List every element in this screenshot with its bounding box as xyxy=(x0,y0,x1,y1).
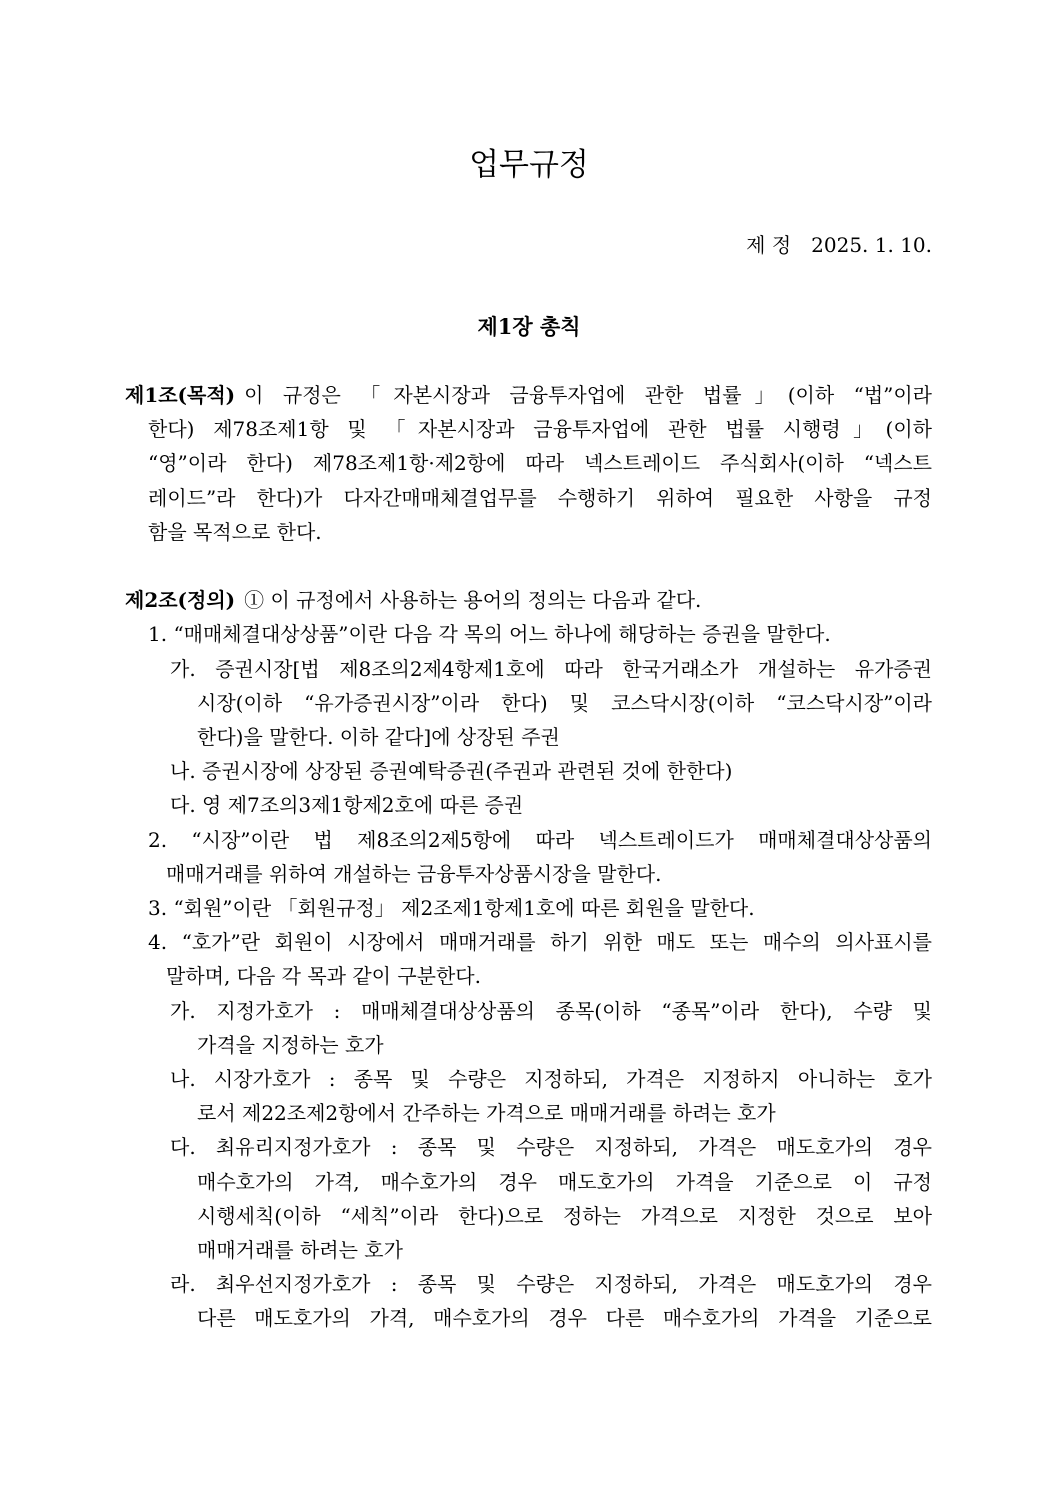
article-2-label: 제2조(정의) xyxy=(125,588,236,613)
definition-item-line: 매매거래를 위하여 개설하는 금융투자상품시장을 말한다. xyxy=(166,861,662,886)
definition-subitem-line: 시행세칙(이하 “세칙”이라 한다)으로 정하는 가격으로 지정한 것으로 보아 xyxy=(197,1203,932,1228)
article-1 xyxy=(125,378,932,549)
document-body xyxy=(125,378,932,1336)
definition-subitem-line: 나. 증권시장에 상장된 증권예탁증권(주권과 관련된 것에 한한다) xyxy=(170,759,733,784)
definition-item-line: 4. “호가”란 회원이 시장에서 매매거래를 하기 위한 매도 또는 매수의 의사표시를 xyxy=(148,930,932,955)
article-2 xyxy=(125,583,932,1335)
article-line: “영”이라 한다) 제78조제1항·제2항에 따라 넥스트레이드 주식회사(이하 “넥스트 xyxy=(148,451,932,476)
definition-item-line: 1. “매매체결대상상품”이란 다음 각 목의 어느 하나에 해당하는 증권을 말한다. xyxy=(148,622,831,647)
article-line: 한다) 제78조제1항 및 「자본시장과 금융투자업에 관한 법률 시행령」(이하 xyxy=(148,417,932,442)
enactment-date: 2025. 1. 10. xyxy=(811,233,932,257)
definition-subitem-line: 시장(이하 “유가증권시장”이라 한다) 및 코스닥시장(이하 “코스닥시장”이라 xyxy=(197,690,932,715)
article-line xyxy=(125,378,932,412)
definition-subitem-line: 다. 최유리지정가호가 : 종목 및 수량은 지정하되, 가격은 매도호가의 경우 xyxy=(170,1135,932,1160)
article-line xyxy=(125,583,932,617)
article-line-text: 이 규정은 「자본시장과 금융투자업에 관한 법률」(이하 “법”이라 xyxy=(244,383,932,407)
definition-subitem-line: 라. 최우선지정가호가 : 종목 및 수량은 지정하되, 가격은 매도호가의 경우 xyxy=(170,1272,932,1297)
definition-subitem-line: 가격을 지정하는 호가 xyxy=(197,1032,384,1057)
article-line: 레이드”라 한다)가 다자간매매체결업무를 수행하기 위하여 필요한 사항을 규정 xyxy=(148,485,932,510)
enactment-label: 제 정 xyxy=(746,233,792,257)
article-line: 함을 목적으로 한다. xyxy=(148,519,322,544)
definition-item-line: 2. “시장”이란 법 제8조의2제5항에 따라 넥스트레이드가 매매체결대상상품의 xyxy=(148,827,932,852)
definition-subitem-line: 다. 영 제7조의3제1항제2호에 따른 증권 xyxy=(170,793,524,818)
enactment-line xyxy=(746,228,932,262)
definition-subitem-line: 로서 제22조제2항에서 간주하는 가격으로 매매거래를 하려는 호가 xyxy=(197,1101,776,1126)
document-title: 업무규정 xyxy=(469,147,589,183)
chapter-heading: 제1장 총칙 xyxy=(477,314,581,339)
definition-subitem-line: 한다)을 말한다. 이하 같다]에 상장된 주권 xyxy=(197,725,560,750)
definition-subitem-line: 가. 증권시장[법 제8조의2제4항제1호에 따라 한국거래소가 개설하는 유가증권 xyxy=(170,656,932,681)
definition-subitem-line: 가. 지정가호가 : 매매체결대상상품의 종목(이하 “종목”이라 한다), 수량 및 xyxy=(170,998,932,1023)
definition-subitem-line: 나. 시장가호가 : 종목 및 수량은 지정하되, 가격은 지정하지 아니하는 호가 xyxy=(170,1067,932,1092)
definition-subitem-line: 매수호가의 가격, 매수호가의 경우 매도호가의 가격을 기준으로 이 규정 xyxy=(197,1169,932,1194)
definition-item-line: 말하며, 다음 각 목과 같이 구분한다. xyxy=(166,964,481,989)
article-intro-text: ① 이 규정에서 사용하는 용어의 정의는 다음과 같다. xyxy=(244,588,702,613)
article-1-label: 제1조(목적) xyxy=(125,383,236,407)
definition-item-line: 3. “회원”이란 「회원규정」 제2조제1항제1호에 따른 회원을 말한다. xyxy=(148,896,755,921)
definition-subitem-line: 다른 매도호가의 가격, 매수호가의 경우 다른 매수호가의 가격을 기준으로 xyxy=(197,1306,932,1331)
definition-subitem-line: 매매거래를 하려는 호가 xyxy=(197,1238,403,1263)
